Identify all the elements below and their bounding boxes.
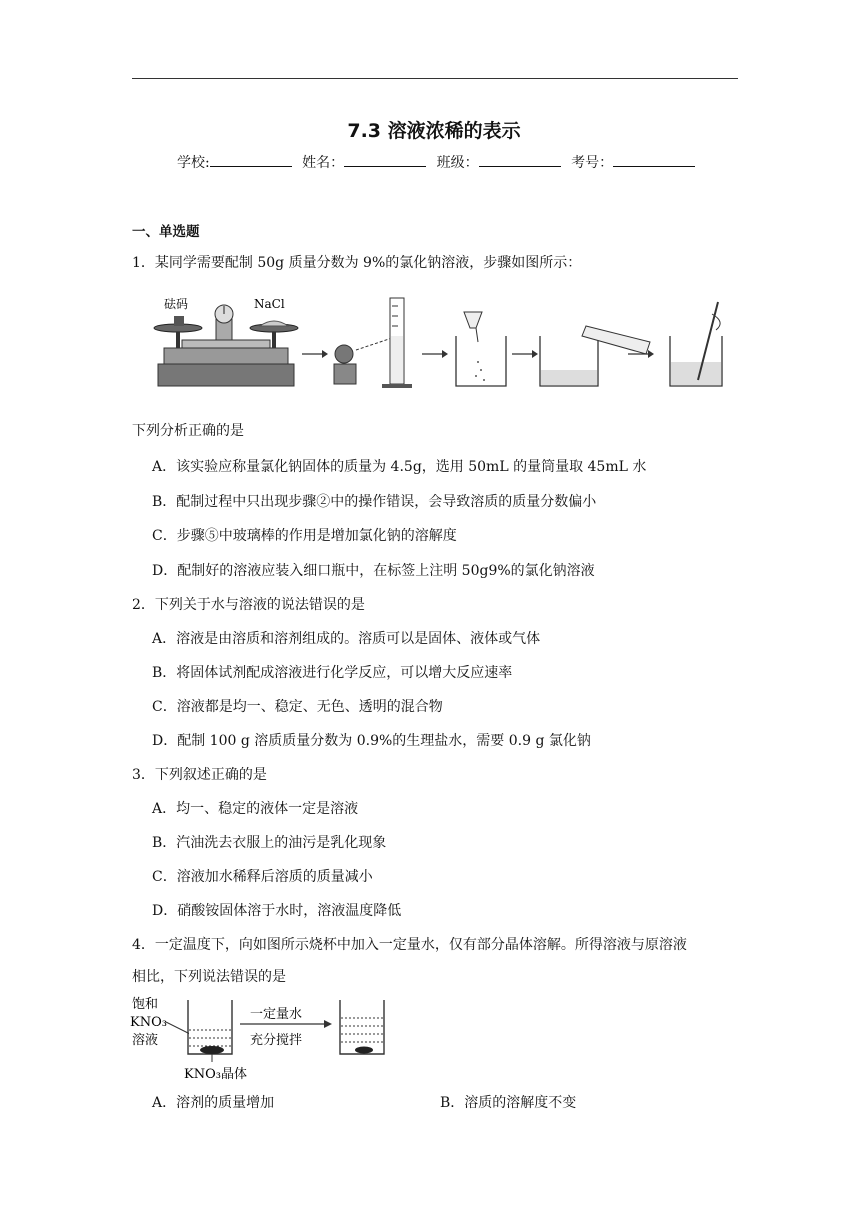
q4-option-b[interactable]: B．溶质的溶解度不变 [440,1095,577,1111]
name-label: 姓名： [302,155,345,171]
balance-illustration [154,305,298,386]
school-blank[interactable] [210,152,292,167]
q2-stem: 2．下列关于水与溶液的说法错误的是 [132,597,365,613]
name-blank[interactable] [344,152,426,167]
section-heading: 一、单选题 [132,224,200,240]
q4-figure [128,992,428,1084]
q2-option-c[interactable]: C．溶液都是均一、稳定、无色、透明的混合物 [152,699,443,715]
crystal-label: KNO₃晶体 [184,1067,247,1082]
arrow-bottom-label: 充分搅拌 [250,1033,303,1048]
q1-option-d[interactable]: D．配制好的溶液应装入细口瓶中，在标签上注明 50g9%的氯化钠溶液 [152,563,595,579]
q3-option-d[interactable]: D．硝酸铵固体溶于水时，溶液温度降低 [152,903,402,919]
pour-water-illustration [540,326,650,386]
q2-option-a[interactable]: A．溶液是由溶质和溶剂组成的。溶质可以是固体、液体或气体 [152,631,541,647]
q1-figure [150,292,730,396]
beaker-after [340,1000,384,1054]
nacl-label: NaCl [254,297,285,311]
add-solid-illustration [456,312,506,386]
exam-no-blank[interactable] [613,152,695,167]
q4-option-a[interactable]: A．溶剂的质量增加 [152,1095,275,1111]
beaker-before [188,1000,232,1054]
exam-no-label: 考号： [571,155,614,171]
weight-label: 砝码 [164,297,189,311]
q2-option-d[interactable]: D．配制 100 g 溶质质量分数为 0.9%的生理盐水，需要 0.9 g 氯化钠 [152,733,591,749]
saturated-label: 饱和 [132,997,159,1012]
q1-stem: 1．某同学需要配制 50g 质量分数为 9%的氯化钠溶液，步骤如图所示： [132,255,582,271]
student-info-line [177,152,701,172]
kno3-label: KNO₃ [130,1015,167,1030]
q4-stem-line2: 相比，下列说法错误的是 [132,969,286,985]
arrow-top-label: 一定量水 [250,1007,303,1022]
class-blank[interactable] [479,152,561,167]
page-title: 7.3 溶液浓稀的表示 [347,120,521,142]
stir-illustration [670,302,722,386]
reading-cylinder-illustration [334,298,412,388]
school-label: 学校: [177,155,210,171]
solution-label: 溶液 [132,1033,159,1048]
q1-option-c[interactable]: C．步骤⑤中玻璃棒的作用是增加氯化钠的溶解度 [152,528,457,544]
q3-option-b[interactable]: B．汽油洗去衣服上的油污是乳化现象 [152,835,387,851]
class-label: 班级： [436,155,479,171]
q3-option-c[interactable]: C．溶液加水稀释后溶质的质量减小 [152,869,373,885]
q3-stem: 3．下列叙述正确的是 [132,767,267,783]
q1-option-b[interactable]: B．配制过程中只出现步骤②中的操作错误，会导致溶质的质量分数偏小 [152,494,597,510]
q1-prompt: 下列分析正确的是 [132,423,244,439]
top-rule [132,78,738,79]
q1-option-a[interactable]: A．该实验应称量氯化钠固体的质量为 4.5g，选用 50mL 的量筒量取 45mL 水 [152,459,647,475]
q4-stem-line1: 4．一定温度下，向如图所示烧杯中加入一定量水，仅有部分晶体溶解。所得溶液与原溶液 [132,937,687,953]
q2-option-b[interactable]: B．将固体试剂配成溶液进行化学反应，可以增大反应速率 [152,665,513,681]
q3-option-a[interactable]: A．均一、稳定的液体一定是溶液 [152,801,359,817]
